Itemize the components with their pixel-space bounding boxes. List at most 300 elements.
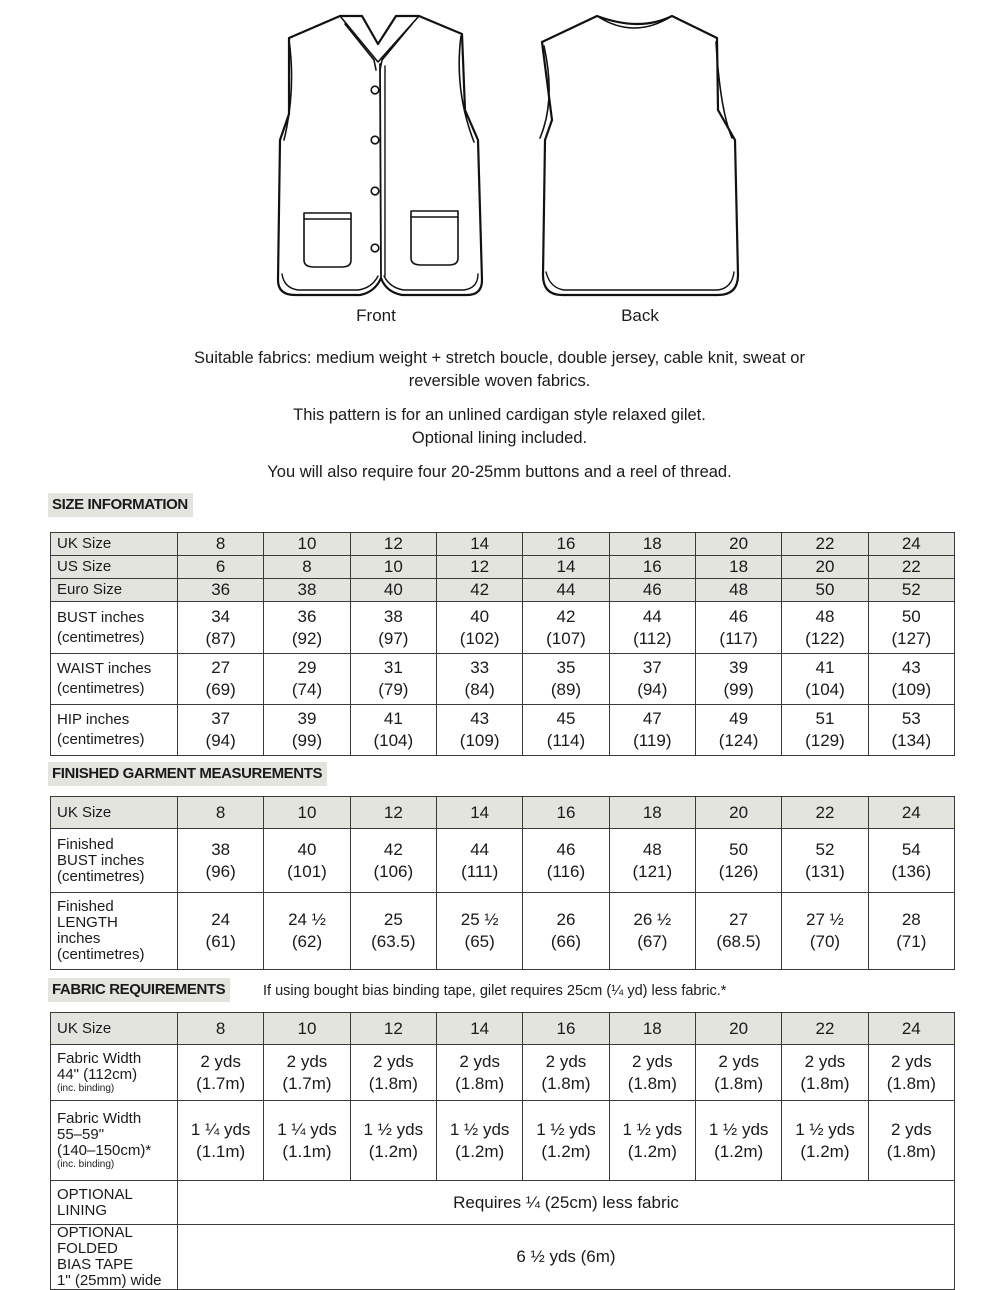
cell: 12	[350, 1013, 436, 1045]
cell: 18	[695, 556, 781, 579]
cell-inches: 48	[815, 606, 835, 626]
cell	[782, 893, 868, 970]
cell	[695, 1101, 781, 1181]
cell	[350, 654, 436, 705]
cell-cm: (67)	[637, 932, 668, 951]
cell-inches: 52	[815, 839, 835, 859]
cell-metres: (1.1m)	[196, 1141, 246, 1161]
cell-inches: 26	[556, 910, 576, 929]
cell-cm: (89)	[550, 680, 582, 699]
cell	[523, 1045, 609, 1101]
cell-metres: (1.8m)	[800, 1073, 850, 1093]
cell-inches: 51	[815, 709, 835, 728]
cell-metres: (1.2m)	[627, 1141, 677, 1161]
cell-cm: (87)	[205, 628, 236, 648]
optional-lining-value: Requires ¼ (25cm) less fabric	[178, 1181, 955, 1225]
cell-inches: 41	[815, 658, 835, 677]
cell-cm: (71)	[896, 932, 927, 951]
cell-cm: (106)	[373, 861, 414, 881]
cell-inches: 27	[729, 910, 749, 929]
row-label: UK Size	[51, 797, 178, 829]
cell: 24	[868, 797, 954, 829]
row-label-line: LENGTH	[57, 914, 118, 931]
cell-inches: 39	[297, 709, 317, 728]
cell	[609, 654, 695, 705]
table-row	[51, 533, 955, 556]
cell-yards: 1 ½ yds	[536, 1119, 596, 1139]
cell	[868, 893, 954, 970]
cell-yards: 1 ½ yds	[708, 1119, 769, 1139]
cell-metres: (1.2m)	[368, 1141, 418, 1161]
table-row	[51, 829, 955, 893]
cell-inches: 40	[470, 606, 490, 626]
cell: 22	[868, 556, 954, 579]
front-label: Front	[356, 306, 396, 325]
fabrics-description-line1: Suitable fabrics: medium weight + stretch boucle, double jersey, cable knit, sweat or	[194, 349, 805, 367]
cell-inches: 38	[211, 839, 231, 859]
cell-inches: 42	[556, 606, 576, 626]
cell-yards: 2 yds	[718, 1051, 759, 1071]
cell-yards: 2 yds	[804, 1051, 846, 1071]
gilet-illustration	[262, 10, 762, 310]
cell-cm: (104)	[805, 680, 845, 699]
cell-inches: 24 ½	[288, 910, 326, 929]
cell-inches: 53	[901, 709, 921, 728]
cell	[350, 705, 436, 756]
cell	[868, 1045, 954, 1101]
cell-inches: 42	[383, 839, 403, 859]
cell	[609, 893, 695, 970]
row-label-line: OPTIONAL FOLDED	[57, 1224, 133, 1257]
cell-cm: (61)	[205, 932, 236, 951]
cell	[523, 602, 609, 654]
cell	[868, 654, 954, 705]
cell: 24	[868, 1013, 954, 1045]
cell-cm: (92)	[291, 628, 323, 648]
row-label-line: Finished	[57, 898, 114, 915]
row-label-line: Finished	[57, 835, 114, 853]
cell: 22	[782, 533, 868, 556]
cell-inches: 38	[383, 606, 403, 626]
cell: 8	[178, 1013, 264, 1045]
cell	[178, 705, 264, 756]
cell	[695, 829, 781, 893]
cell-cm: (94)	[205, 731, 236, 750]
cell	[264, 654, 350, 705]
cell: 40	[350, 579, 436, 602]
finished-measurements-heading: FINISHED GARMENT MEASUREMENTS	[48, 762, 327, 786]
cell	[178, 829, 264, 893]
cell-cm: (65)	[464, 932, 495, 951]
cell-cm: (112)	[633, 628, 672, 648]
row-label: US Size	[51, 556, 178, 579]
cell	[695, 893, 781, 970]
cell	[178, 1045, 264, 1101]
row-label: UK Size	[51, 533, 178, 556]
cell	[609, 829, 695, 893]
cell-inches: 50	[729, 839, 749, 859]
cell-metres: (1.2m)	[800, 1141, 850, 1161]
cell-cm: (97)	[378, 628, 409, 648]
finished-measurements-table	[50, 796, 955, 970]
cell-metres: (1.2m)	[455, 1141, 505, 1161]
cell	[350, 1045, 436, 1101]
cell-cm: (122)	[805, 628, 845, 648]
cell: 14	[436, 533, 522, 556]
cell-yards: 2 yds	[286, 1051, 328, 1071]
cell-inches: 44	[642, 606, 662, 626]
cell-inches: 34	[211, 606, 231, 626]
cell: 22	[782, 797, 868, 829]
cell-cm: (129)	[805, 731, 845, 750]
cell-cm: (134)	[891, 731, 932, 750]
table-row	[51, 1225, 955, 1290]
cell-inches: 37	[642, 658, 662, 677]
cell: 48	[695, 579, 781, 602]
cell: 10	[264, 1013, 350, 1045]
row-label: UK Size	[51, 1013, 178, 1045]
cell-inches: 29	[297, 658, 317, 677]
table-row	[51, 893, 955, 970]
row-label	[51, 829, 178, 893]
cell-metres: (1.8m)	[368, 1073, 418, 1093]
cell-inches: 31	[383, 658, 403, 677]
cell-metres: (1.8m)	[541, 1073, 591, 1093]
row-label	[51, 1045, 178, 1101]
row-label	[51, 1181, 178, 1225]
cell-inches: 25	[383, 910, 403, 929]
cell-inches: 28	[901, 910, 921, 929]
cell-inches: 49	[729, 709, 749, 728]
cell-inches: 54	[901, 839, 921, 859]
cell-cm: (66)	[550, 932, 582, 951]
cell-cm: (136)	[891, 861, 932, 881]
cell-yards: 2 yds	[200, 1051, 241, 1071]
cell-inches: 26 ½	[633, 910, 672, 929]
cell-yards: 2 yds	[890, 1051, 932, 1071]
cell-yards: 1 ¼ yds	[277, 1119, 337, 1139]
row-label-main: BUST inches	[57, 608, 145, 626]
cell-yards: 1 ½ yds	[449, 1119, 510, 1139]
cell-cm: (94)	[637, 680, 668, 699]
cell: 44	[523, 579, 609, 602]
row-label	[51, 654, 178, 705]
cell: 16	[523, 1013, 609, 1045]
cell-inches: 45	[556, 709, 576, 728]
cell	[695, 705, 781, 756]
cell	[782, 705, 868, 756]
cell-inches: 41	[383, 709, 403, 728]
cell	[350, 602, 436, 654]
cell	[264, 893, 350, 970]
row-label-note: (inc. binding)	[57, 1159, 115, 1170]
table-row	[51, 1013, 955, 1045]
cell-cm: (99)	[291, 731, 323, 750]
bias-tape-value: 6 ½ yds (6m)	[178, 1225, 955, 1290]
cell	[868, 705, 954, 756]
cell-cm: (109)	[459, 731, 500, 750]
row-label-line: 1" (25mm) wide	[57, 1272, 162, 1289]
cell	[350, 1101, 436, 1181]
cell-cm: (116)	[546, 861, 586, 881]
front-view-icon	[278, 16, 482, 295]
cell	[868, 1101, 954, 1181]
cell	[523, 1101, 609, 1181]
table-row	[51, 1181, 955, 1225]
cell-cm: (117)	[719, 628, 758, 648]
table-row	[51, 705, 955, 756]
row-label-line: Fabric Width	[57, 1110, 142, 1127]
cell: 22	[782, 1013, 868, 1045]
cell: 12	[436, 556, 522, 579]
cell-yards: 1 ½ yds	[363, 1119, 424, 1139]
cell-metres: (1.8m)	[886, 1073, 936, 1093]
cell-cm: (127)	[891, 628, 932, 648]
cell: 36	[178, 579, 264, 602]
cell	[350, 829, 436, 893]
cell: 20	[782, 556, 868, 579]
cell-yards: 2 yds	[631, 1051, 673, 1071]
cell-inches: 43	[901, 658, 921, 677]
cell-metres: (1.8m)	[714, 1073, 764, 1093]
cell-cm: (114)	[546, 731, 586, 750]
cell: 8	[178, 533, 264, 556]
cell	[436, 1045, 522, 1101]
cell	[782, 602, 868, 654]
back-view-icon	[540, 16, 738, 295]
table-row	[51, 1045, 955, 1101]
pattern-description-line2: Optional lining included.	[411, 429, 588, 447]
cell-cm: (62)	[291, 932, 323, 951]
cell-cm: (74)	[291, 680, 323, 699]
back-label: Back	[621, 306, 659, 325]
cell-yards: 1 ½ yds	[795, 1119, 855, 1139]
cell-metres: (1.8m)	[455, 1073, 505, 1093]
row-label-line: (centimetres)	[57, 946, 145, 963]
cell-cm: (84)	[464, 680, 495, 699]
row-label-line: inches	[57, 930, 101, 947]
cell-metres: (1.8m)	[627, 1073, 677, 1093]
cell	[523, 705, 609, 756]
cell: 38	[264, 579, 350, 602]
cell-metres: (1.7m)	[282, 1073, 332, 1093]
cell	[264, 602, 350, 654]
size-information-table	[50, 532, 955, 756]
table-row	[51, 654, 955, 705]
row-label-main: HIP inches	[57, 711, 130, 728]
cell-yards: 2 yds	[545, 1051, 587, 1071]
fabrics-description-line2: reversible woven fabrics.	[408, 372, 591, 390]
row-label-line: (centimetres)	[57, 867, 145, 885]
cell	[868, 602, 954, 654]
cell-cm: (119)	[633, 731, 672, 750]
cell	[609, 705, 695, 756]
cell-cm: (126)	[718, 861, 759, 881]
cell-inches: 46	[729, 606, 749, 626]
cell	[436, 602, 522, 654]
cell-cm: (96)	[205, 861, 236, 881]
cell-cm: (107)	[546, 628, 586, 648]
cell: 10	[264, 797, 350, 829]
cell-metres: (1.2m)	[714, 1141, 764, 1161]
cell-yards: 1 ½ yds	[622, 1119, 683, 1139]
cell	[782, 829, 868, 893]
cell-inches: 35	[556, 658, 576, 677]
cell-inches: 33	[470, 658, 490, 677]
cell-yards: 2 yds	[890, 1119, 932, 1139]
row-label-sub: (centimetres)	[57, 731, 145, 748]
row-label-line: LINING	[57, 1201, 108, 1219]
cell-inches: 25 ½	[460, 910, 499, 929]
cell	[523, 893, 609, 970]
cell	[178, 1101, 264, 1181]
row-label-line: BUST inches	[57, 851, 145, 869]
cell: 14	[523, 556, 609, 579]
cell: 14	[436, 1013, 522, 1045]
cell-cm: (68.5)	[716, 932, 761, 951]
cell	[782, 654, 868, 705]
cell-cm: (102)	[459, 628, 500, 648]
cell	[609, 1101, 695, 1181]
cell: 20	[695, 797, 781, 829]
cell-cm: (70)	[809, 932, 841, 951]
pattern-description-line1: This pattern is for an unlined cardigan style relaxed gilet.	[293, 406, 706, 424]
fabric-requirements-heading: FABRIC REQUIREMENTS	[48, 978, 230, 1002]
row-label	[51, 893, 178, 970]
cell-inches: 37	[211, 709, 231, 728]
cell-inches: 27	[211, 658, 231, 677]
cell-cm: (99)	[723, 680, 754, 699]
cell	[436, 705, 522, 756]
row-label	[51, 705, 178, 756]
cell	[178, 654, 264, 705]
cell	[695, 602, 781, 654]
cell-inches: 24	[211, 910, 231, 929]
cell-inches: 27 ½	[806, 910, 844, 929]
notions-description: You will also require four 20-25mm buttons and a reel of thread.	[267, 463, 732, 481]
cell	[178, 602, 264, 654]
row-label-line: OPTIONAL	[57, 1185, 133, 1203]
cell-inches: 46	[556, 839, 576, 859]
cell: 46	[609, 579, 695, 602]
cell: 16	[523, 797, 609, 829]
cell	[609, 602, 695, 654]
cell-inches: 44	[470, 839, 490, 859]
cell: 42	[436, 579, 522, 602]
cell-metres: (1.2m)	[541, 1141, 591, 1161]
cell-metres: (1.7m)	[196, 1073, 246, 1093]
cell-cm: (104)	[373, 731, 414, 750]
cell	[264, 1101, 350, 1181]
cell-cm: (79)	[378, 680, 409, 699]
cell-yards: 1 ¼ yds	[190, 1119, 251, 1139]
cell: 12	[350, 797, 436, 829]
row-label-note: (inc. binding)	[57, 1083, 115, 1094]
cell-inches: 50	[901, 606, 921, 626]
cell	[523, 829, 609, 893]
table-row	[51, 602, 955, 654]
cell	[264, 705, 350, 756]
cell: 20	[695, 1013, 781, 1045]
row-label-line: Fabric Width	[57, 1050, 142, 1067]
cell: 18	[609, 1013, 695, 1045]
cell: 16	[523, 533, 609, 556]
cell	[436, 893, 522, 970]
cell	[350, 893, 436, 970]
cell	[436, 1101, 522, 1181]
row-label-sub: (centimetres)	[57, 680, 145, 697]
cell-cm: (121)	[632, 861, 673, 881]
cell-cm: (124)	[718, 731, 759, 750]
cell-inches: 47	[642, 709, 662, 728]
cell-cm: (111)	[461, 861, 499, 881]
row-label	[51, 1101, 178, 1181]
cell	[782, 1045, 868, 1101]
cell	[868, 829, 954, 893]
cell: 52	[868, 579, 954, 602]
cell: 50	[782, 579, 868, 602]
cell	[782, 1101, 868, 1181]
cell: 8	[178, 797, 264, 829]
row-label-line: 55–59"	[57, 1126, 105, 1143]
cell: 18	[609, 533, 695, 556]
cell: 12	[350, 533, 436, 556]
bias-binding-note: If using bought bias binding tape, gilet requires 25cm (¼ yd) less fabric.*	[263, 983, 727, 999]
table-row	[51, 797, 955, 829]
cell	[436, 829, 522, 893]
cell: 10	[350, 556, 436, 579]
table-row	[51, 579, 955, 602]
row-label	[51, 1225, 178, 1290]
row-label-main: WAIST inches	[57, 660, 152, 677]
cell: 10	[264, 533, 350, 556]
cell	[695, 1045, 781, 1101]
fabric-requirements-table	[50, 1012, 955, 1290]
cell-inches: 48	[642, 839, 662, 859]
cell-cm: (69)	[205, 680, 236, 699]
cell: 24	[868, 533, 954, 556]
cell-cm: (131)	[805, 861, 845, 881]
row-label-sub: (centimetres)	[57, 628, 145, 646]
cell-cm: (63.5)	[371, 932, 416, 951]
cell-yards: 2 yds	[373, 1051, 414, 1071]
cell: 8	[264, 556, 350, 579]
row-label	[51, 602, 178, 654]
cell: 18	[609, 797, 695, 829]
row-label-line: (140–150cm)*	[57, 1142, 152, 1159]
row-label-line: 44" (112cm)	[57, 1066, 138, 1083]
cell: 6	[178, 556, 264, 579]
cell-cm: (101)	[287, 861, 327, 881]
cell: 16	[609, 556, 695, 579]
cell-metres: (1.1m)	[282, 1141, 332, 1161]
cell	[609, 1045, 695, 1101]
cell-inches: 43	[470, 709, 490, 728]
cell-cm: (109)	[891, 680, 932, 699]
cell	[178, 893, 264, 970]
cell-inches: 39	[729, 658, 749, 677]
cell	[436, 654, 522, 705]
cell	[695, 654, 781, 705]
cell: 20	[695, 533, 781, 556]
cell	[523, 654, 609, 705]
cell-metres: (1.8m)	[886, 1141, 936, 1161]
table-row	[51, 556, 955, 579]
cell: 14	[436, 797, 522, 829]
cell-inches: 40	[297, 839, 317, 859]
cell-inches: 36	[297, 606, 317, 626]
cell	[264, 829, 350, 893]
